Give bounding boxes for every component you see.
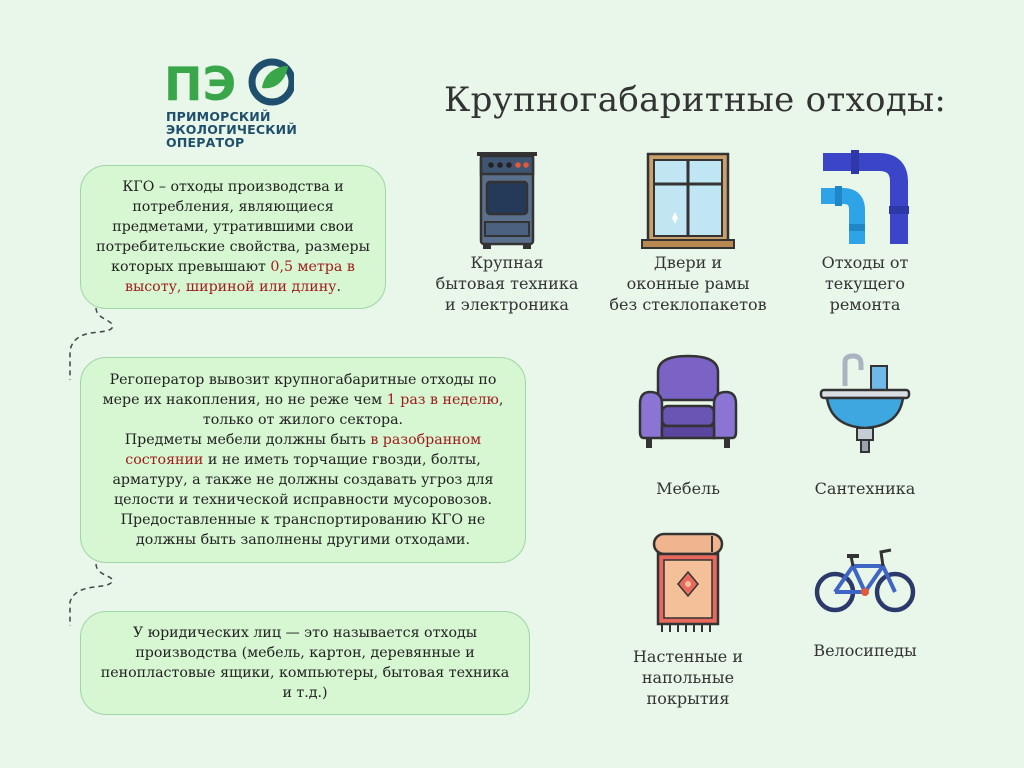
- item-label: Велосипеды: [813, 641, 917, 660]
- stove-icon: [467, 148, 547, 252]
- page-title: Крупногабаритные отходы:: [444, 80, 947, 120]
- item-label: Двери и: [653, 253, 723, 272]
- item-furniture: [598, 352, 778, 499]
- carpet-icon: [636, 530, 740, 638]
- item-label: Мебель: [656, 479, 720, 498]
- item-appliances: [417, 148, 597, 315]
- item-label: Сантехника: [814, 479, 916, 498]
- logo-text: [166, 110, 297, 149]
- legal-entities-bubble: [80, 611, 530, 715]
- logo-line: ПРИМОРСКИЙ: [166, 109, 271, 124]
- item-doors-windows: [598, 148, 778, 315]
- logo-mark-icon: [164, 58, 294, 106]
- item-label: оконные рамы: [626, 274, 750, 293]
- logo-line: ОПЕРАТОР: [166, 135, 245, 150]
- item-renovation: [775, 148, 955, 315]
- item-label: Отходы от: [821, 253, 909, 272]
- definition-bubble: [80, 165, 386, 309]
- item-plumbing: [775, 352, 955, 499]
- definition-highlight: 0,5 метра в высоту, шириной или длину: [124, 259, 355, 295]
- item-bicycles: [775, 542, 955, 661]
- item-floor-wall-coverings: [598, 530, 778, 709]
- item-label: бытовая техника: [435, 274, 579, 293]
- item-label: текущего: [824, 274, 906, 293]
- window-icon: [636, 148, 740, 252]
- schedule-text: Регоператор вывозит крупногабаритные отходы по мере их накопления, но не реже чем: [102, 372, 497, 408]
- schedule-highlight-frequency: 1 раз в неделю: [386, 392, 499, 408]
- legal-text: У юридических лиц — это называется отходы производства (мебель, картон, деревянные и пенопластовые ящики, компьютеры, бытовая техника и т.д.): [100, 625, 510, 701]
- schedule-bubble: [80, 357, 526, 563]
- item-label: напольные покрытия: [641, 668, 735, 708]
- bicycle-icon: [813, 542, 917, 618]
- item-label: и электроника: [445, 295, 569, 314]
- logo: [164, 58, 324, 154]
- pipes-icon: [813, 148, 917, 252]
- schedule-text: Предметы мебели должны быть: [124, 432, 371, 448]
- schedule-text: и не иметь торчащие гвозди, болты, арматуру, а также не должны создавать угроз для целости и технической исправности мусоровозов. Предоставленные к транспортированию КГО не должны быть заполнены другими отходами.: [112, 452, 494, 548]
- schedule-highlight-disassembled: в разобранном состоянии: [125, 432, 482, 468]
- item-label: ремонта: [829, 295, 901, 314]
- armchair-icon: [636, 352, 740, 456]
- schedule-text: , только от жилого сектора.: [202, 392, 504, 428]
- item-label: Настенные и: [632, 647, 744, 666]
- logo-line: ЭКОЛОГИЧЕСКИЙ: [166, 122, 298, 137]
- definition-text-end: .: [336, 279, 342, 295]
- sink-icon: [813, 352, 917, 456]
- logo-letters: ПЭ: [164, 58, 237, 106]
- item-label: Крупная: [470, 253, 544, 272]
- item-label: без стеклопакетов: [609, 295, 767, 314]
- definition-text: КГО – отходы производства и потребления, являющиеся предметами, утратившими свои потребительские свойства, размеры которых превышают: [96, 179, 370, 275]
